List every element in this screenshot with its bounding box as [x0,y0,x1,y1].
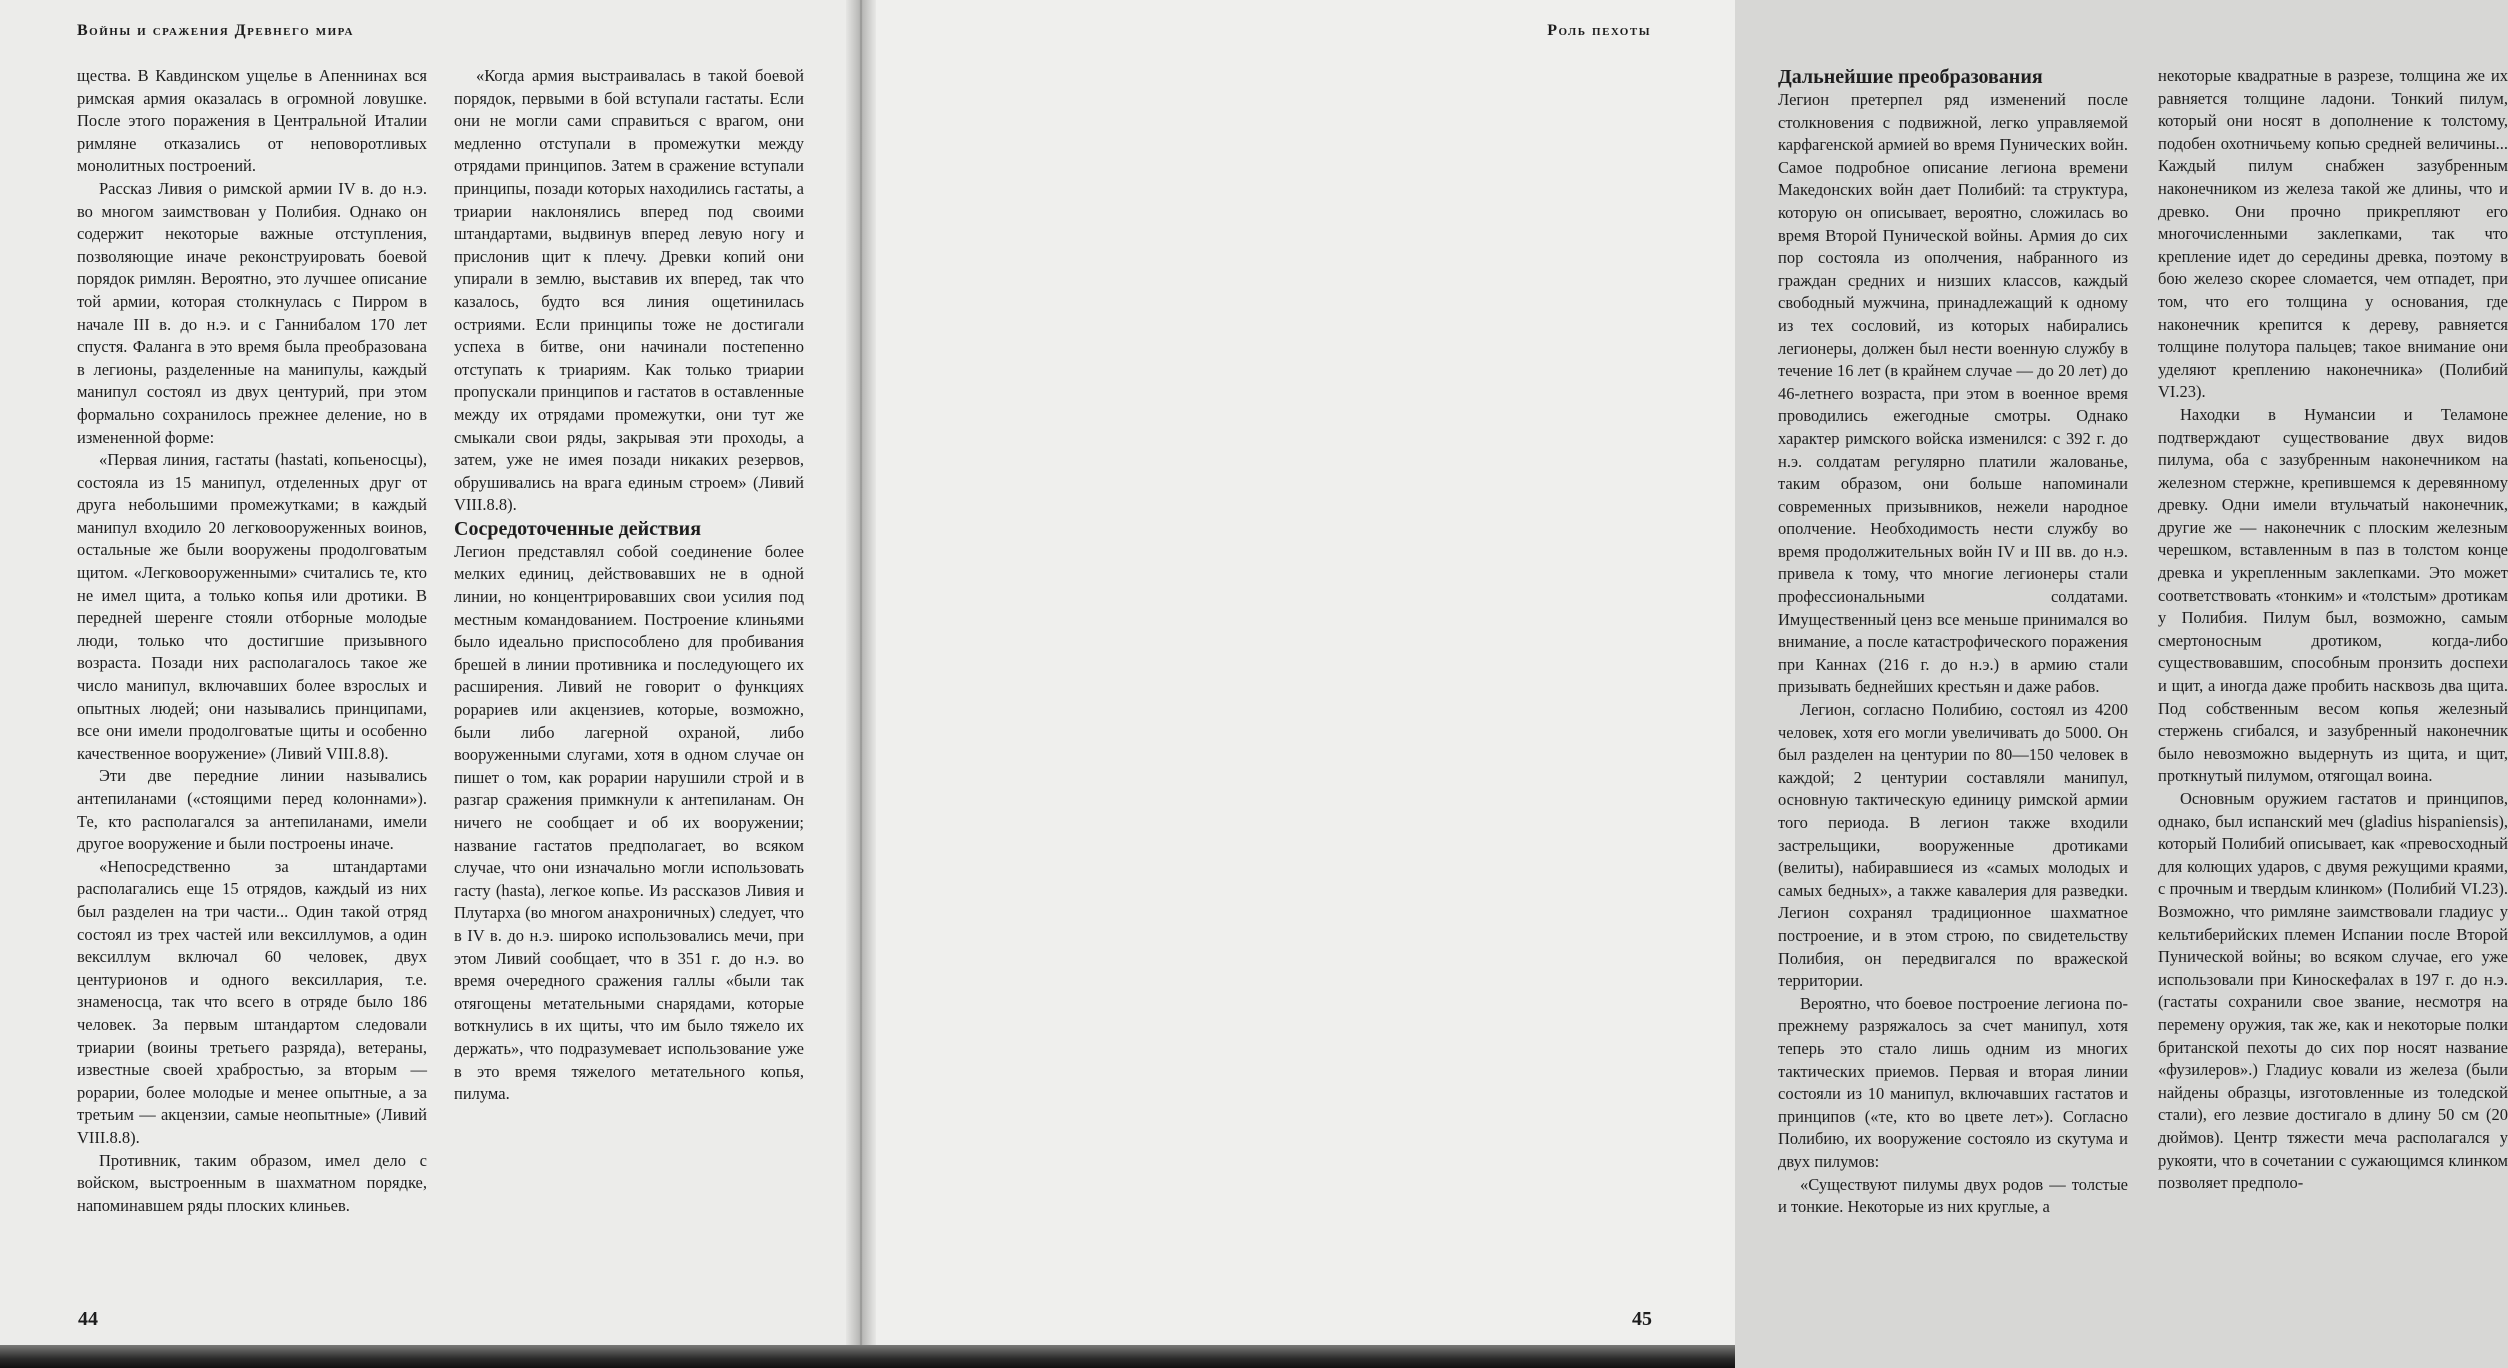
paragraph: некоторые квадратные в разрезе, толщина же их равняется толщине ладони. Тонкий пилум, который они носят в дополнение к толстому, подобен охотничьему копью средней величины... Каждый пилум снабжен зазубренным наконечником из железа такой же длины, что и древко. Они прочно прикрепляют его многочисленными заклепками, так что крепление идет до середины древка, поэтому в бою железо скорее сломается, чем отпадет, при том, что его толщина у основания, где наконечник крепится к дереву, равняется толщине полутора пальцев; такое внимание они уделяют креплению наконечника» (Полибий VI.23). [2158,66,2508,402]
section-heading: Сосредоточенные действия [454,517,702,540]
paragraph: Основным оружием гастатов и принципов, однако, был испанский меч (gladius hispaniensis), который Полибий описывает, как «превосходный для колющих ударов, с двумя режущими краями, с прочным и твердым клинком» (Полибий VI.23). Возможно, что римляне заимствовали гладиус у кельтиберийских племен Испании после Второй Пунической войны; во всяком случае, его уже использовали при Киноскефалах в 197 г. до н.э. (гастаты сохранили свое звание, несмотря на перемену оружия, так же, как и некоторые полки британской пехоты до сих пор носят название «фузилеров».) Гладиус ковали из железа (были найдены образцы, изготовленные из толедской стали), его лезвие достигало в длину 50 см (20 дюймов). Центр тяжести меча располагался у рукояти, что в сочетании с сужающимся клинком позволяет предполо- [2158,789,2508,1193]
paragraph: Рассказ Ливия о римской армии IV в. до н.э. во многом заимствован у Полибия. Однако он содержит некоторые важные отступления, позволяющие иначе реконструировать боевой порядок римлян. Вероятно, это лучшее описание той армии, которая столкнулась с Пирром в начале III в. до н.э. и с Ганнибалом 170 лет спустя. Фаланга в это время была преобразована в легионы, разделенные на манипулы, каждый манипул состоял из двух центурий, при этом формально сохранилось прежнее деление, но в измененной форме: [77,178,427,447]
paragraph: «Первая линия, гастаты (hastati, копьеносцы), состояла из 15 манипул, отделенных друг от друга небольшими промежутками; в каждый манипул входило 20 легковооруженных воинов, остальные же были вооружены продолговатым щитом. «Легковооруженными» считались те, кто не имел щита, а только копья или дротики. В передней шеренге стояли отборные молодые люди, только что достигшие призывного возраста. Позади них располагалось такое же число манипул, включавших более взрослых и опытных людей; они назывались принципами, все они имели продолговатые щиты и особенно качественное вооружение» (Ливий VIII.8.8). [77,450,427,763]
paragraph: Находки в Нумансии и Теламоне подтверждают существование двух видов пилума, оба с зазубренным наконечником на железном стержне, крепившемся к деревянному древку. Одни имели втульчатый наконечник, другие же — наконечник с плоским железным черешком, вставленным в паз в толстом конце древка и укрепленным заклепками. Это может соответствовать «тонким» и «толстым» дротикам у Полибия. Пилум был, возможно, самым смертоносным дротиком, когда-либо существовавшим, способным пронзить доспехи и щит, а иногда даже пробить насквозь два щита. Под собственным весом копья железный стержень сгибался, и зазубренный наконечник было невозможно выдернуть из щита, и щит, проткнутый пилумом, отягощал воина. [2158,404,2508,786]
page-number-left: 44 [78,1308,98,1330]
paragraph: Противник, таким образом, имел дело с войском, выстроенным в шахматном порядке, напоминавшем ряды плоских клиньев. [77,1150,427,1215]
book-gutter [846,0,876,1345]
right-page [858,0,2508,1345]
paragraph: «Существуют пилумы двух родов — толстые и тонкие. Некоторые из них круглые, а [1778,1174,2128,1217]
text-column-3 [1778,65,2128,1219]
page-number-right: 45 [1632,1308,1652,1330]
section-heading: Дальнейшие преобразования [1778,66,2043,88]
paragraph: Вероятно, что боевое построение легиона по-прежнему разряжалось за счет манипул, хотя теперь это стало лишь одним из многих тактических приемов. Первая и вторая линии состояли из 10 манипул, включавших гастатов и принципов («те, кто во цвете лет»). Согласно Полибию, их вооружение состояло из скутума и двух пилумов: [1778,993,2128,1171]
paragraph: Легион претерпел ряд изменений после столкновения с подвижной, легко управляемой карфагенской армией во время Пунических войн. Самое подробное описание легиона времени Македонских войн дает Полибий: та структура, которую он описывает, вероятно, сложилась во время Второй Пунической войны. Армия до сих пор состояла из ополчения, набранного из граждан средних и низших классов, каждый свободный мужчина, принадлежащий к одному из тех сословий, из которых набирались легионеры, должен был нести военную службу в течение 16 лет (в крайнем случае — до 20 лет) до 46-летнего возраста, при этом в военное время проводились ежегодные смотры. Однако характер римского войска изменился: с 392 г. до н.э. солдатам регулярно платили жалованье, таким образом, они больше напоминали современных призывников, нежели народное ополчение. Необходимость нести службу во время продолжительных войн IV и III вв. до н.э. привела к тому, что многие легионеры стали профессиональными солдатами. Имущественный ценз все меньше принимался во внимание, а после катастрофического поражения при Каннах (216 г. до н.э.) в армию стали призывать беднейших крестьян и даже рабов. [1778,90,2128,697]
text-column-4 [2158,65,2508,1195]
paragraph: щества. В Кавдинском ущелье в Апеннинах вся римская армия оказалась в огромной ловушке. После этого поражения в Центральной Италии римляне отказались от неповоротливых монолитных построений. [77,66,427,176]
text-column-1 [77,65,427,1217]
paragraph: Легион представлял собой соединение более мелких единиц, действовавших не в одной линии, но концентрировавших свои усилия под местным командованием. Построение клиньями было идеально приспособлено для пробивания брешей в линии противника и последующего их расширения. Ливий не говорит о функциях рорариев или акцензиев, которые, возможно, были либо лагерной охраной, либо вооруженными слугами, хотя в одном случае он пишет о том, как рорарии нарушили строй и в разгар сражения примкнули к антепиланам. Он ничего не сообщает и об их вооружении; название гастатов предполагает, во всяком случае, что они изначально могли использовать гасту (hasta), легкое копье. Из рассказов Ливия и Плутарха (во многом анахроничных) следует, что в IV в. до н.э. широко использовались мечи, при этом Ливий сообщает, что в 351 г. до н.э. во время очередного сражения галлы «были так отягощены метательными снарядами, которые воткнулись в их щиты, что им было тяжело их держать», что подразумевает использование уже в это время тяжелого метательного копья, пилума. [454,541,804,1104]
text-column-2 [454,65,804,1106]
running-head-right: Роль пехоты [1547,22,1651,39]
paragraph: Легион, согласно Полибию, состоял из 4200 человек, хотя его могли увеличивать до 5000. Он был разделен на центурии по 80—150 человек в каждой; 2 центурии составляли манипул, основную тактическую единицу римской армии того периода. В легион также входили застрельщики, вооруженные дротиками (велиты), набиравшиеся из «самых молодых и самых бедных», а также кавалерия для разведки. Легион сохранял традиционное шахматное построение, и в этом строю, по свидетельству Полибия, он передвигался по вражеской территории. [1778,700,2128,991]
paragraph: «Когда армия выстраивалась в такой боевой порядок, первыми в бой вступали гастаты. Если они не могли сами справиться с врагом, они медленно отступали в промежутки между отрядами принципов. Затем в сражение вступали принципы, позади которых находились гастаты, а триарии наклонялись вперед под своими штандартами, выдвинув вперед левую ногу и прислонив щит к плечу. Древки копий они упирали в землю, выставив их вперед, так что казалось, будто вся линия ощетинилась остриями. Если принципы тоже не достигали успеха в битве, они начинали постепенно отступать к триариям. Как только триарии пропускали принципов и гастатов в оставленные между их отрядами промежутки, они тут же смыкали свои ряды, закрывая эти проходы, а затем, уже не имея позади никаких резервов, обрушивались на врага единым строем» (Ливий VIII.8.8). [454,66,804,515]
paragraph: Эти две передние линии назывались антепиланами («стоящими перед колоннами»). Те, кто располагался за антепиланами, имели другое вооружение и были построены иначе. [77,766,427,854]
paragraph: «Непосредственно за штандартами располагались еще 15 отрядов, каждый из них был разделен на три части... Один такой отряд состоял из трех частей или вексиллумов, а один вексиллум включал 60 человек, двух центурионов и одного вексиллария, т.е. знаменосца, так что всего в отряде было 186 человек. За первым штандартом следовали триарии (воины третьего разряда), ветераны, известные своей храбростью, за вторым — рорарии, более молодые и менее опытные, а за третьим — акцензии, самые неопытные» (Ливий VIII.8.8). [77,856,427,1147]
scan-bottom-edge [0,1345,1735,1368]
left-page [0,0,858,1345]
running-head-left: Войны и сражения Древнего мира [77,22,354,39]
